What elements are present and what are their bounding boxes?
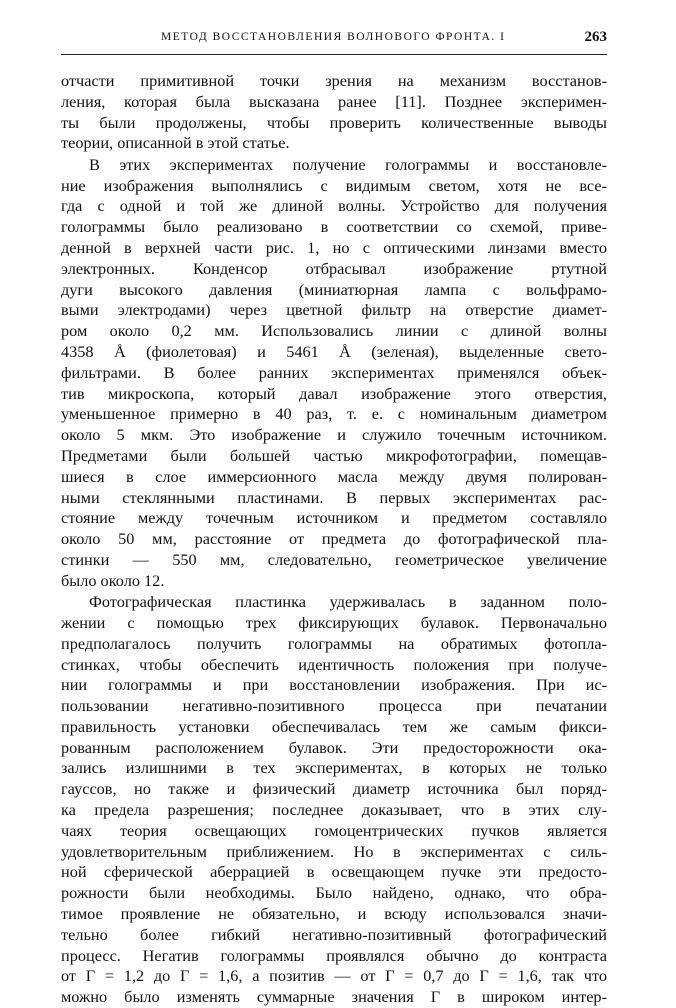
page-header bbox=[61, 24, 607, 55]
text-line: ром около 0,2 мм. Использовались линии с длиной волны bbox=[61, 321, 607, 341]
text-line: ты были продолжены, чтобы проверить количественные выводы bbox=[61, 112, 607, 132]
text-line: выми электродами) через цветной фильтр на отверстие диамет- bbox=[61, 300, 607, 320]
text-line: рованным расположением булавок. Эти предосторожности ока- bbox=[61, 737, 607, 757]
text-line: фильтрами. В более ранних экспериментах применялся объек- bbox=[61, 362, 607, 382]
text-line: было около 12. bbox=[61, 570, 165, 590]
text-line: чаях теория освещающих гомоцентрических пучков является bbox=[61, 820, 607, 840]
text-line: гауссов, но также и физический диаметр источника был поряд- bbox=[61, 779, 607, 799]
text-line: В этих экспериментах получение голограммы и восстановле- bbox=[89, 154, 607, 174]
text-line: ными стеклянными пластинами. В первых экспериментах рас- bbox=[61, 487, 607, 507]
text-line: пользовании негативно-позитивного процесса при печатании bbox=[61, 696, 607, 716]
paragraph bbox=[61, 71, 607, 154]
text-line: тельно более гибкий негативно-позитивный фотографический bbox=[61, 924, 607, 944]
paragraph bbox=[61, 592, 607, 1008]
text-line: нии голограммы и при восстановлении изображения. При ис- bbox=[61, 675, 607, 695]
text-line: голограммы было реализовано в соответствии со схемой, приве- bbox=[61, 217, 607, 237]
text-line: от Γ = 1,2 до Γ = 1,6, а позитив — от Γ = 0,7 до Γ = 1,6, так что bbox=[61, 966, 607, 986]
text-line: гда с одной и той же длиной волны. Устройство для получения bbox=[61, 196, 607, 216]
text-line: Предметами были большей частью микрофотографии, помещав- bbox=[61, 445, 607, 465]
text-line: удовлетворительным приближением. Но в экспериментах с силь- bbox=[61, 841, 607, 861]
text-line: теории, описанной в этой статье. bbox=[61, 133, 290, 153]
text-line: предполагалось получить голограммы на обратимых фотопла- bbox=[61, 633, 607, 653]
text-line: ние изображения выполнялись с видимым светом, хотя не все- bbox=[61, 175, 607, 195]
text-line: стинках, чтобы обеспечить идентичность положения при получе- bbox=[61, 654, 607, 674]
text-line: стинки — 550 мм, следовательно, геометрическое увеличение bbox=[61, 549, 607, 569]
text-line: около 5 мкм. Это изображение и служило точечным источником. bbox=[61, 425, 607, 445]
text-line: зались излишними в тех экспериментах, в которых не только bbox=[61, 758, 607, 778]
body-text bbox=[61, 71, 607, 1008]
text-line: правильность установки обеспечивалась тем же самым фикси- bbox=[61, 716, 607, 736]
text-line: жении с помощью трех фиксирующих булавок. Первоначально bbox=[61, 612, 607, 632]
text-line: 4358 Å (фиолетовая) и 5461 Å (зеленая), выделенные свето- bbox=[61, 341, 607, 361]
text-line: отчасти примитивной точки зрения на механизм восстанов- bbox=[61, 71, 607, 90]
page-number: 263 bbox=[584, 29, 607, 45]
text-line: около 50 мм, расстояние от предмета до фотографической пла- bbox=[61, 529, 607, 549]
text-line: Фотографическая пластинка удерживалась в заданном поло- bbox=[89, 592, 607, 612]
text-line: шиеся в слое иммерсионного масла между двумя полирован- bbox=[61, 466, 607, 486]
text-line: рожности были необходимы. Было найдено, однако, что обра- bbox=[61, 883, 607, 903]
paragraph bbox=[61, 155, 607, 592]
text-line: ления, которая была высказана ранее [11]. Позднее эксперимен- bbox=[61, 91, 607, 111]
text-line: стояние между точечным источником и предметом составляло bbox=[61, 508, 607, 528]
text-line: ной сферической аберрацией в освещающем пучке эти предосто- bbox=[61, 862, 607, 882]
running-title: МЕТОД ВОССТАНОВЛЕНИЯ ВОЛНОВОГО ФРОНТА. I bbox=[161, 31, 506, 43]
text-line: процесс. Негатив голограммы проявлялся обычно до контраста bbox=[61, 945, 607, 965]
text-line: денной в верхней части рис. 1, но с оптическими линзами вместо bbox=[61, 237, 607, 257]
text-line: электронных. Конденсор отбрасывал изображение ртутной bbox=[61, 258, 607, 278]
text-line: дуги высокого давления (миниатюрная лампа с вольфрамо- bbox=[61, 279, 607, 299]
text-line: ка предела разрешения; последнее доказывает, что в этих слу- bbox=[61, 800, 607, 820]
text-line: тив микроскопа, который давал изображение этого отверстия, bbox=[61, 383, 607, 403]
text-line: можно было изменять суммарные значения Γ в широком интер- bbox=[61, 987, 607, 1007]
text-line: уменьшенное примерно в 40 раз, т. е. с номинальным диаметром bbox=[61, 404, 607, 424]
text-line: тимое проявление не обязательно, и всюду использовался значи- bbox=[61, 904, 607, 924]
